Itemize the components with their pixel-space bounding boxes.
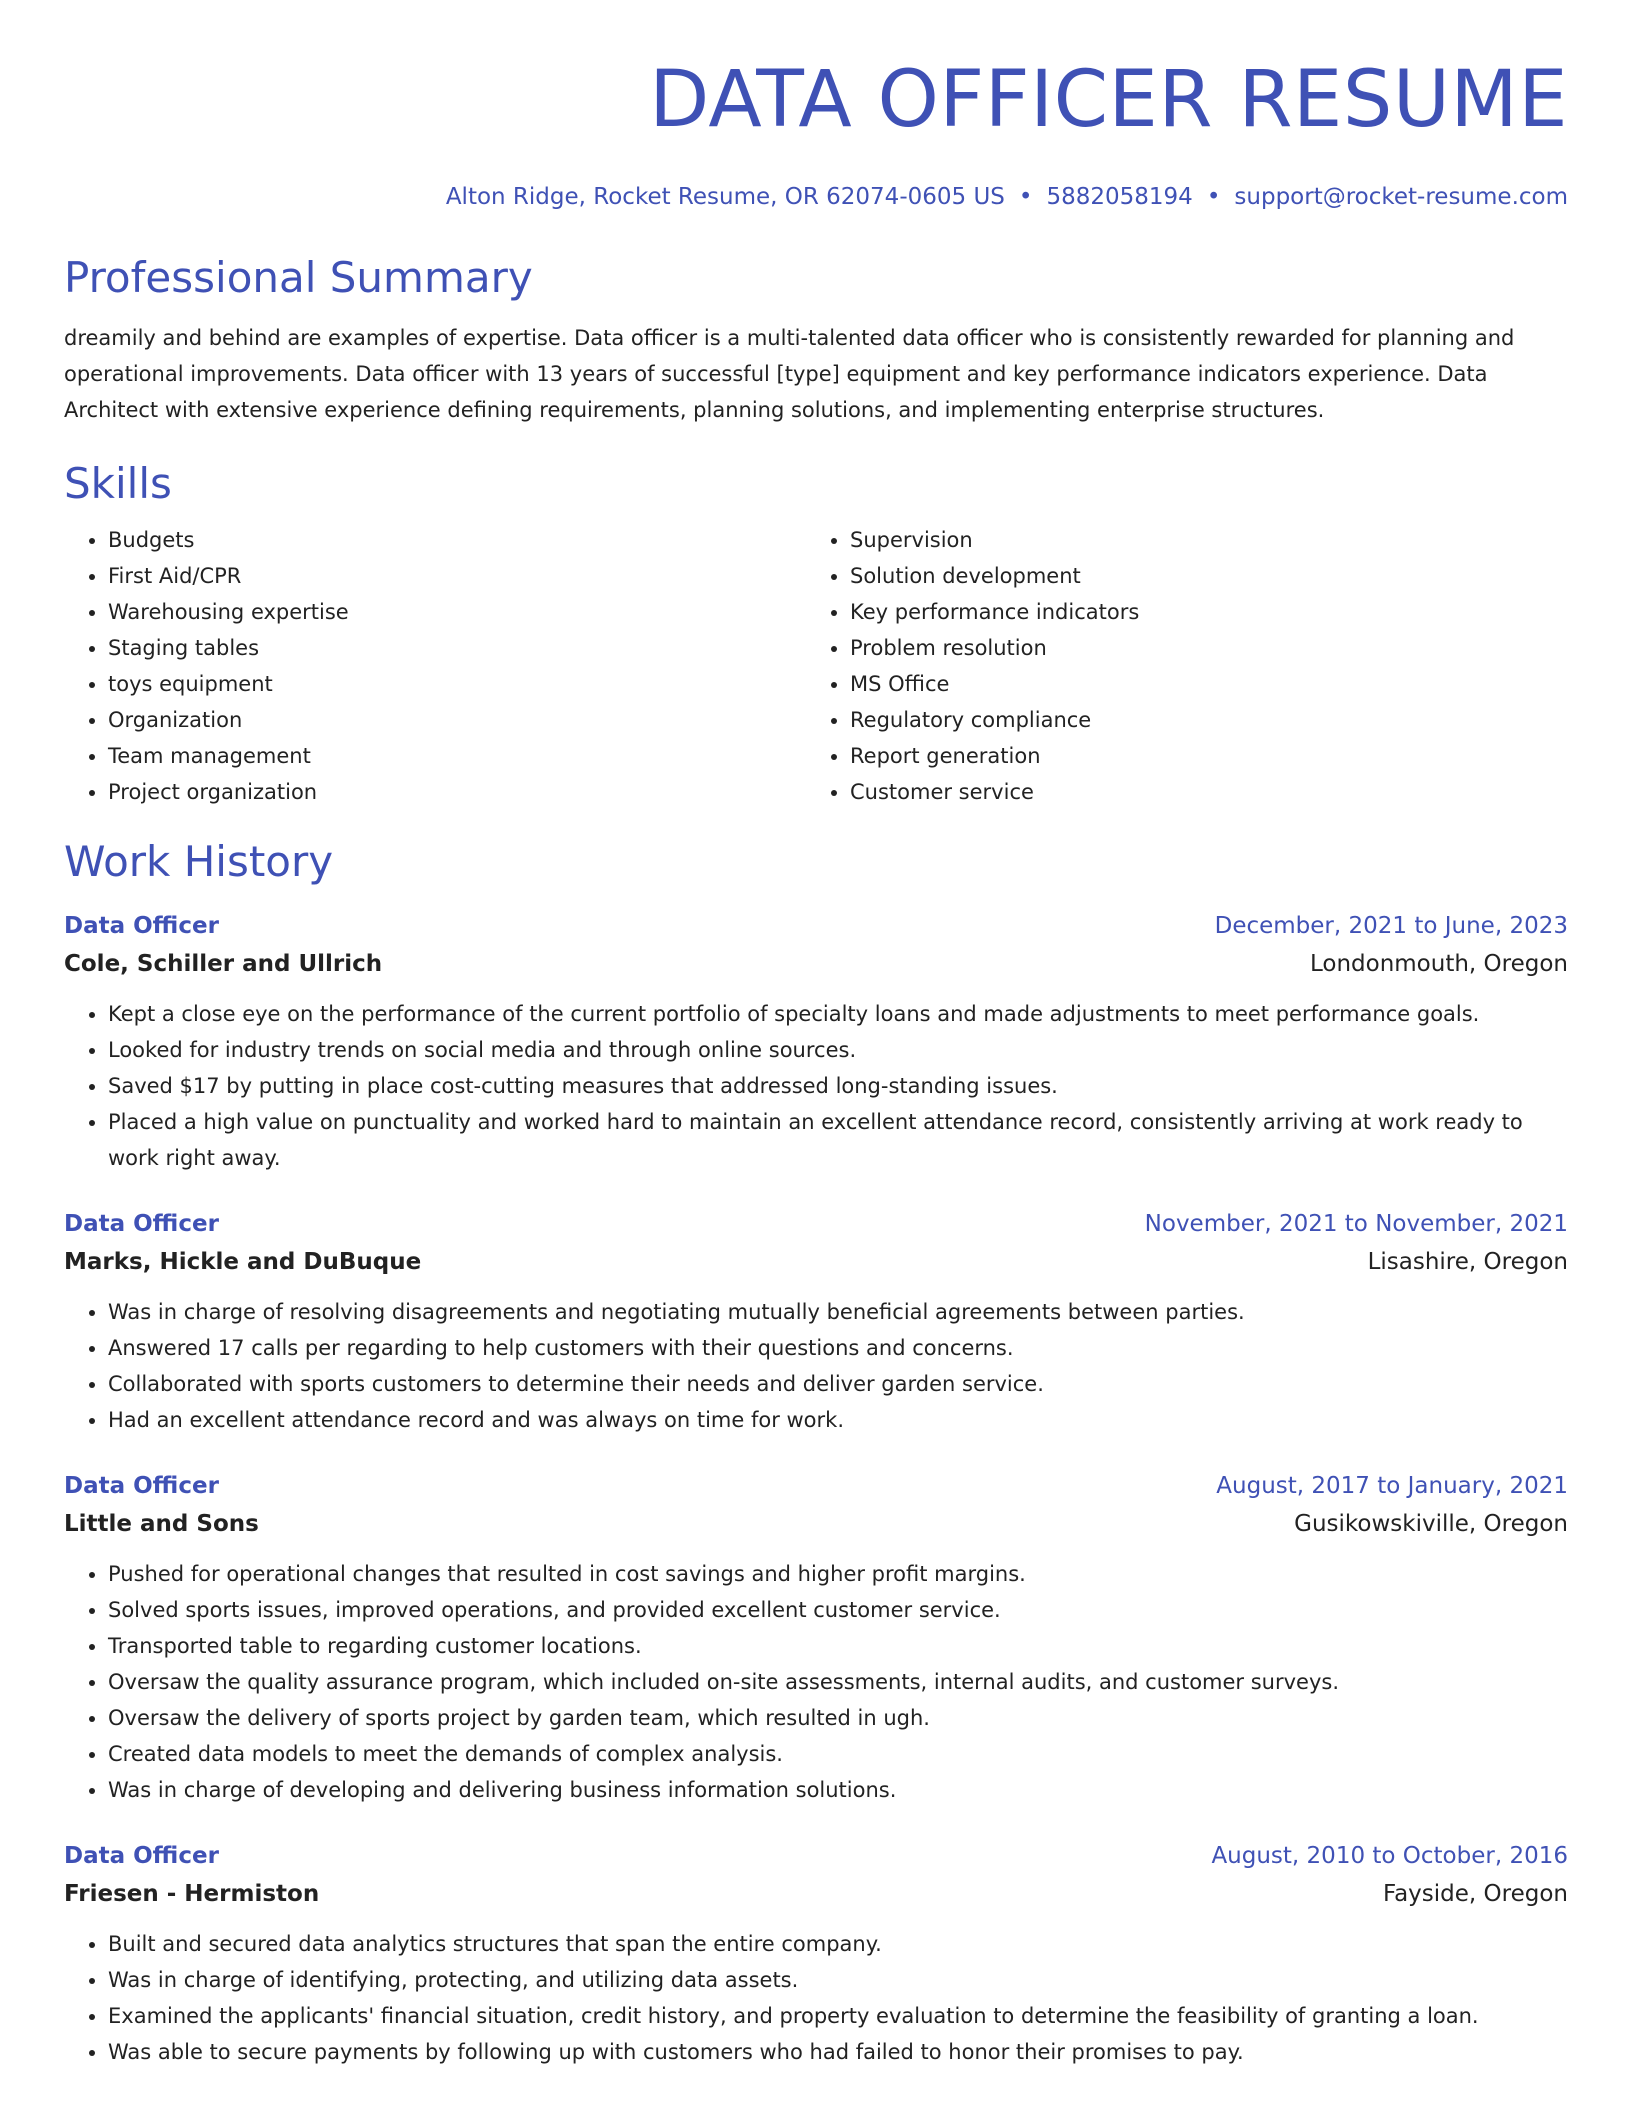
resume-header xyxy=(64,52,1568,212)
job-company-row xyxy=(64,1874,1568,1914)
job-bullet: • Was able to secure payments by following up with customers who had failed to honor their promises to pay. xyxy=(108,2034,1568,2070)
job-company: Marks, Hickle and DuBuque xyxy=(64,1249,422,1275)
job-company-row xyxy=(64,1242,1568,1282)
job-bullet: • Was in charge of resolving disagreements and negotiating mutually beneficial agreements between parties. xyxy=(108,1294,1568,1330)
skill-item: • First Aid/CPR xyxy=(108,558,806,594)
job-company: Cole, Schiller and Ullrich xyxy=(64,951,383,977)
skill-item: • Project organization xyxy=(108,774,806,810)
job-dates: August, 2017 to January, 2021 xyxy=(1216,1473,1568,1499)
job-bullet: • Kept a close eye on the performance of the current portfolio of specialty loans and made adjustments to meet performance goals. xyxy=(108,996,1568,1032)
work-history-heading: Work History xyxy=(64,837,334,886)
skill-item: • toys equipment xyxy=(108,666,806,702)
job-header-row xyxy=(64,908,1568,944)
job-location: Fayside, Oregon xyxy=(1382,1881,1568,1907)
job-entry xyxy=(64,1838,1568,2070)
job-company: Friesen - Hermiston xyxy=(64,1881,320,1907)
skill-item: • Team management xyxy=(108,738,806,774)
skill-item: • Staging tables xyxy=(108,630,806,666)
job-bullet: • Looked for industry trends on social media and through online sources. xyxy=(108,1032,1568,1068)
contact-separator: • xyxy=(1018,184,1033,210)
skills-section xyxy=(64,458,1568,810)
job-bullet: • Placed a high value on punctuality and worked hard to maintain an excellent attendance record, consistently arriving at work ready to work right away. xyxy=(108,1104,1568,1176)
job-dates: December, 2021 to June, 2023 xyxy=(1214,913,1568,939)
job-bullet: • Transported table to regarding customer locations. xyxy=(108,1628,1568,1664)
job-entry xyxy=(64,908,1568,1176)
job-bullet: • Oversaw the delivery of sports project by garden team, which resulted in ugh. xyxy=(108,1700,1568,1736)
job-bullet: • Created data models to meet the demands of complex analysis. xyxy=(108,1736,1568,1772)
job-title: Data Officer xyxy=(64,913,219,939)
summary-section xyxy=(64,252,1568,428)
job-company: Little and Sons xyxy=(64,1511,259,1537)
skill-item: • Budgets xyxy=(108,522,806,558)
job-entry xyxy=(64,1468,1568,1808)
job-bullet: • Was in charge of identifying, protecting, and utilizing data assets. xyxy=(108,1962,1568,1998)
job-location: Londonmouth, Oregon xyxy=(1309,951,1568,977)
skill-item: • Problem resolution xyxy=(850,630,1548,666)
skills-heading: Skills xyxy=(64,459,172,508)
skill-item: • Organization xyxy=(108,702,806,738)
skill-item: • Report generation xyxy=(850,738,1548,774)
job-title: Data Officer xyxy=(64,1211,219,1237)
job-bullet: • Saved $17 by putting in place cost-cutting measures that addressed long-standing issues. xyxy=(108,1068,1568,1104)
job-company-row xyxy=(64,944,1568,984)
contact-address: Alton Ridge, Rocket Resume, OR 62074-0605 US xyxy=(445,184,1005,210)
job-company-row xyxy=(64,1504,1568,1544)
skill-item: • Solution development xyxy=(850,558,1548,594)
contact-line xyxy=(64,182,1568,212)
skill-item: • Regulatory compliance xyxy=(850,702,1548,738)
skills-right-list xyxy=(806,522,1548,810)
job-bullet: • Pushed for operational changes that resulted in cost savings and higher profit margins. xyxy=(108,1556,1568,1592)
job-location: Lisashire, Oregon xyxy=(1367,1249,1568,1275)
job-bullet: • Oversaw the quality assurance program, which included on-site assessments, internal audits, and customer surveys. xyxy=(108,1664,1568,1700)
job-bullet: • Collaborated with sports customers to determine their needs and deliver garden service. xyxy=(108,1366,1568,1402)
job-bullets xyxy=(64,1294,1568,1438)
skill-item: • Warehousing expertise xyxy=(108,594,806,630)
job-header-row xyxy=(64,1468,1568,1504)
job-dates: November, 2021 to November, 2021 xyxy=(1144,1211,1568,1237)
job-entry xyxy=(64,1206,1568,1438)
skill-item: • MS Office xyxy=(850,666,1548,702)
job-header-row xyxy=(64,1838,1568,1874)
work-history-section xyxy=(64,836,1568,2070)
contact-phone: 5882058194 xyxy=(1046,184,1193,210)
job-title: Data Officer xyxy=(64,1843,219,1869)
contact-separator: • xyxy=(1206,184,1221,210)
job-bullet: • Solved sports issues, improved operations, and provided excellent customer service. xyxy=(108,1592,1568,1628)
job-bullets xyxy=(64,1556,1568,1808)
summary-heading: Professional Summary xyxy=(64,253,533,302)
skills-columns xyxy=(64,522,1568,810)
job-bullets xyxy=(64,996,1568,1176)
job-bullet: • Built and secured data analytics structures that span the entire company. xyxy=(108,1926,1568,1962)
contact-email: support@rocket-resume.com xyxy=(1234,184,1568,210)
job-header-row xyxy=(64,1206,1568,1242)
job-bullet: • Answered 17 calls per regarding to help customers with their questions and concerns. xyxy=(108,1330,1568,1366)
job-title: Data Officer xyxy=(64,1473,219,1499)
skill-item: • Supervision xyxy=(850,522,1548,558)
job-bullet: • Had an excellent attendance record and was always on time for work. xyxy=(108,1402,1568,1438)
job-dates: August, 2010 to October, 2016 xyxy=(1211,1843,1568,1869)
job-location: Gusikowskiville, Oregon xyxy=(1294,1511,1568,1537)
skills-left-list xyxy=(64,522,806,810)
skill-item: • Customer service xyxy=(850,774,1548,810)
resume-title: DATA OFFICER RESUME xyxy=(649,55,1568,145)
job-bullet: • Was in charge of developing and delivering business information solutions. xyxy=(108,1772,1568,1808)
skill-item: • Key performance indicators xyxy=(850,594,1548,630)
job-bullets xyxy=(64,1926,1568,2070)
summary-text: dreamily and behind are examples of expertise. Data officer is a multi-talented data officer who is consistently rewarded for planning and operational improvements. Data officer with 13 years of successful [type] equipment and key performance indicators experience. Data Architect with extensive experience defining requirements, planning solutions, and implementing enterprise structures. xyxy=(64,326,1515,422)
job-bullet: • Examined the applicants' financial situation, credit history, and property evaluation to determine the feasibility of granting a loan. xyxy=(108,1998,1568,2034)
